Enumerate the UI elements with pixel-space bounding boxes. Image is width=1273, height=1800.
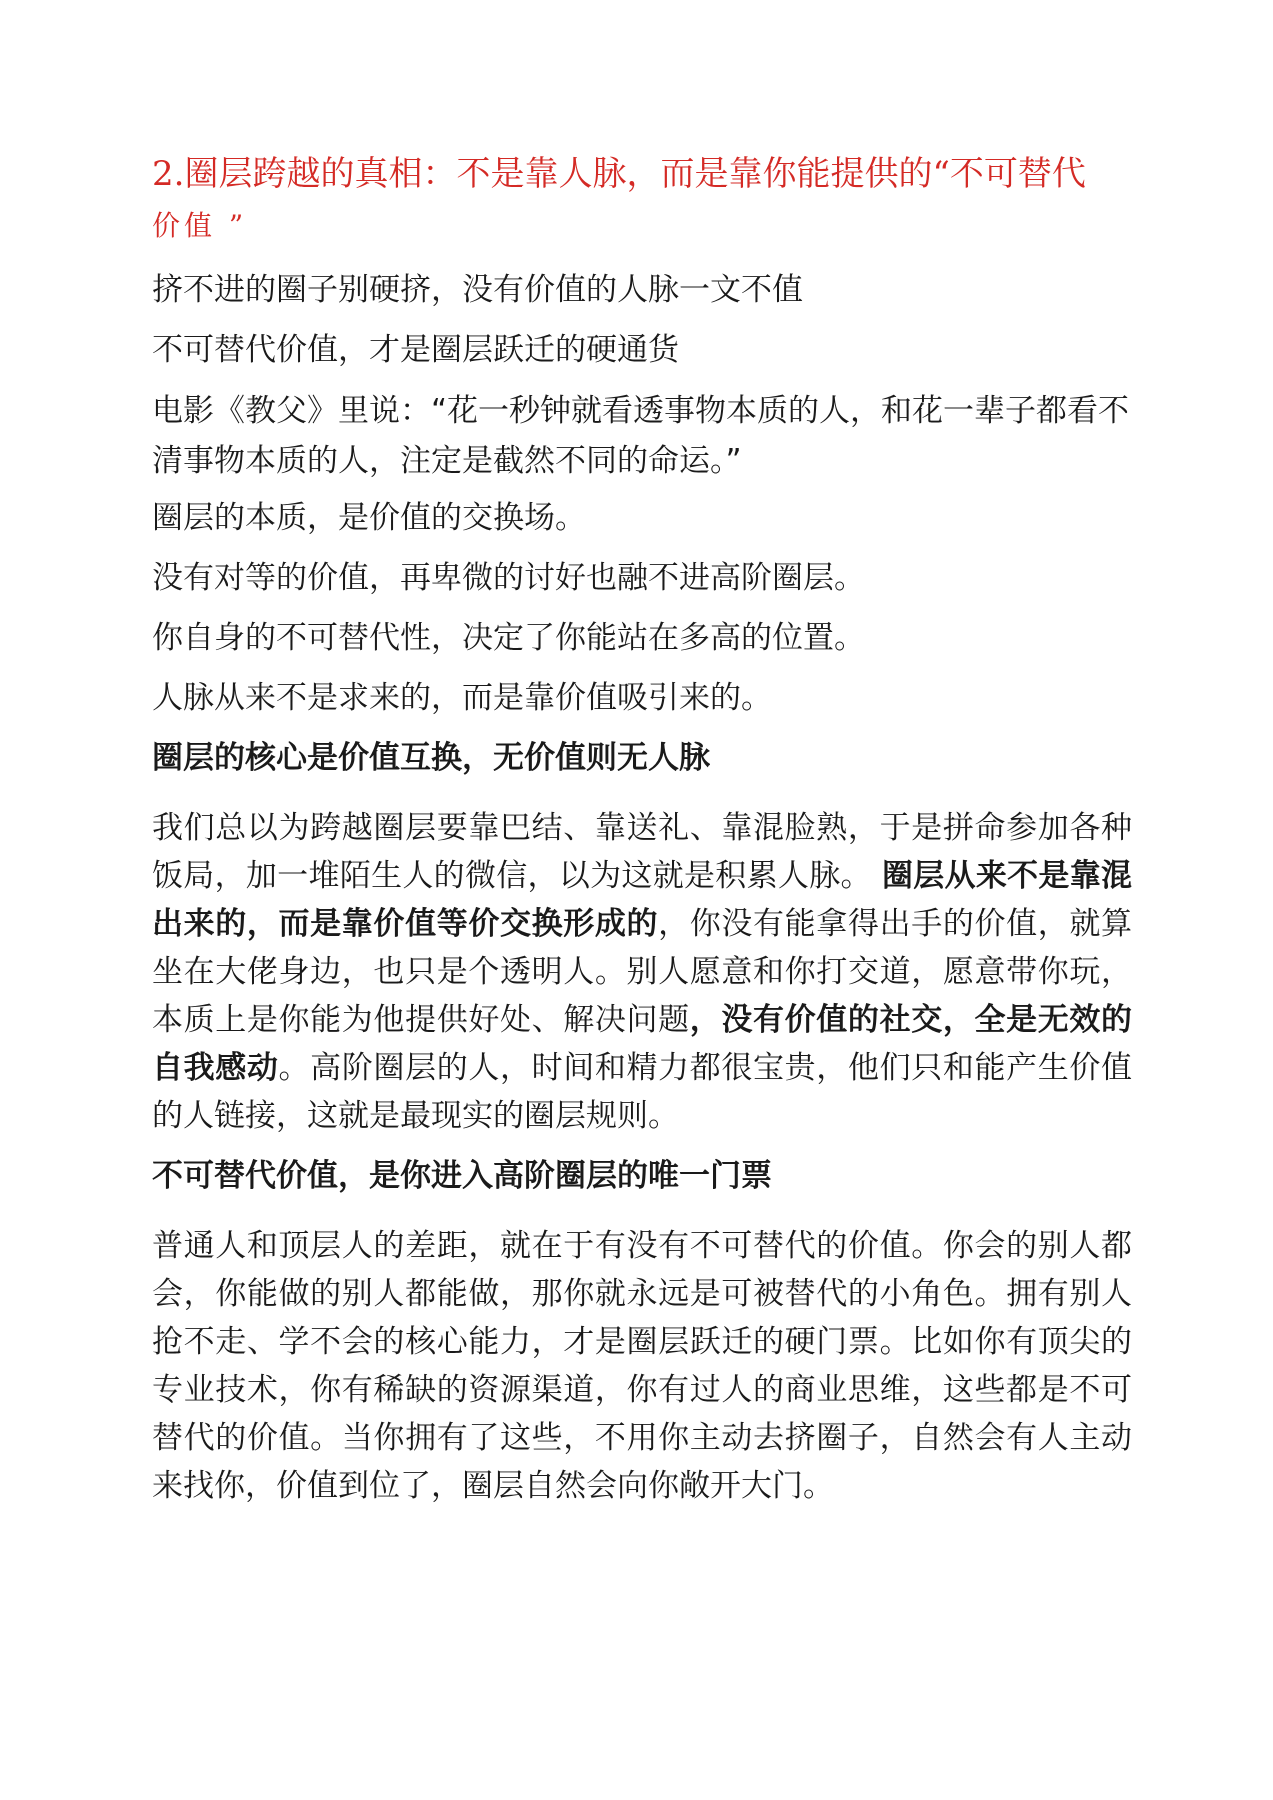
paragraph-bold-text: 圈层从来不是靠混出来的，而是靠价值等价交换形成的 bbox=[152, 858, 1133, 942]
statement-line: 你自身的不可替代性，决定了你能站在多高的位置。 bbox=[152, 620, 865, 656]
statement-line: 圈层的本质，是价值的交换场。 bbox=[152, 500, 586, 536]
statement-line: 人脉从来不是求来的，而是靠价值吸引来的。 bbox=[152, 680, 772, 716]
intro-line: 挤不进的圈子别硬挤，没有价值的人脉一文不值 bbox=[152, 272, 803, 308]
paragraph-text: 。高阶圈层的人，时间和精力都很宝贵，他们只和能产生价值的人链接，这就是最现实的圈层规则。 bbox=[152, 1050, 1133, 1134]
document-page bbox=[152, 148, 1132, 1522]
section-title-line2: 价值 ” bbox=[152, 209, 248, 242]
paragraph-text: 我们总以为跨越圈层要靠巴结、靠送礼、靠混脸熟，于是拼命参加各种饭局，加一堆陌生人的微信，以为这就是积累人脉。 bbox=[152, 810, 1132, 894]
paragraph-irreplaceable-value: 普通人和顶层人的差距，就在于有没有不可替代的价值。你会的别人都会，你能做的别人都能做，那你就永远是可被替代的小角色。拥有别人抢不走、学不会的核心能力，才是圈层跃迁的硬门票。比如你有顶尖的专业技术，你有稀缺的资源渠道，你有过人的商业思维，这些都是不可替代的价值。当你拥有了这些，不用你主动去挤圈子，自然会有人主动来找你，价值到位了，圈层自然会向你敞开大门。 bbox=[152, 1228, 1132, 1504]
section-title bbox=[152, 148, 1132, 252]
statement-line: 没有对等的价值，再卑微的讨好也融不进高阶圈层。 bbox=[152, 560, 865, 596]
section-title-line1: 2.圈层跨越的真相：不是靠人脉，而是靠你能提供的“不可替代 bbox=[152, 154, 1086, 194]
paragraph-value-exchange bbox=[152, 804, 1132, 1140]
subheading-value-exchange: 圈层的核心是价值互换，无价值则无人脉 bbox=[152, 740, 710, 776]
paragraph-bold-text: ，没有价值的社交，全是无效的自我感动 bbox=[152, 1002, 1132, 1086]
subheading-irreplaceable-value: 不可替代价值，是你进入高阶圈层的唯一门票 bbox=[152, 1158, 772, 1194]
paragraph-text: ，你没有能拿得出手的价值，就算坐在大佬身边，也只是个透明人。别人愿意和你打交道，愿意带你玩，本质上是你能为他提供好处、解决问题 bbox=[152, 906, 1133, 1038]
movie-quote: 电影《教父》里说：“花一秒钟就看透事物本质的人，和花一辈子都看不清事物本质的人，注定是截然不同的命运。” bbox=[152, 393, 1130, 479]
intro-line: 不可替代价值，才是圈层跃迁的硬通货 bbox=[152, 332, 679, 368]
